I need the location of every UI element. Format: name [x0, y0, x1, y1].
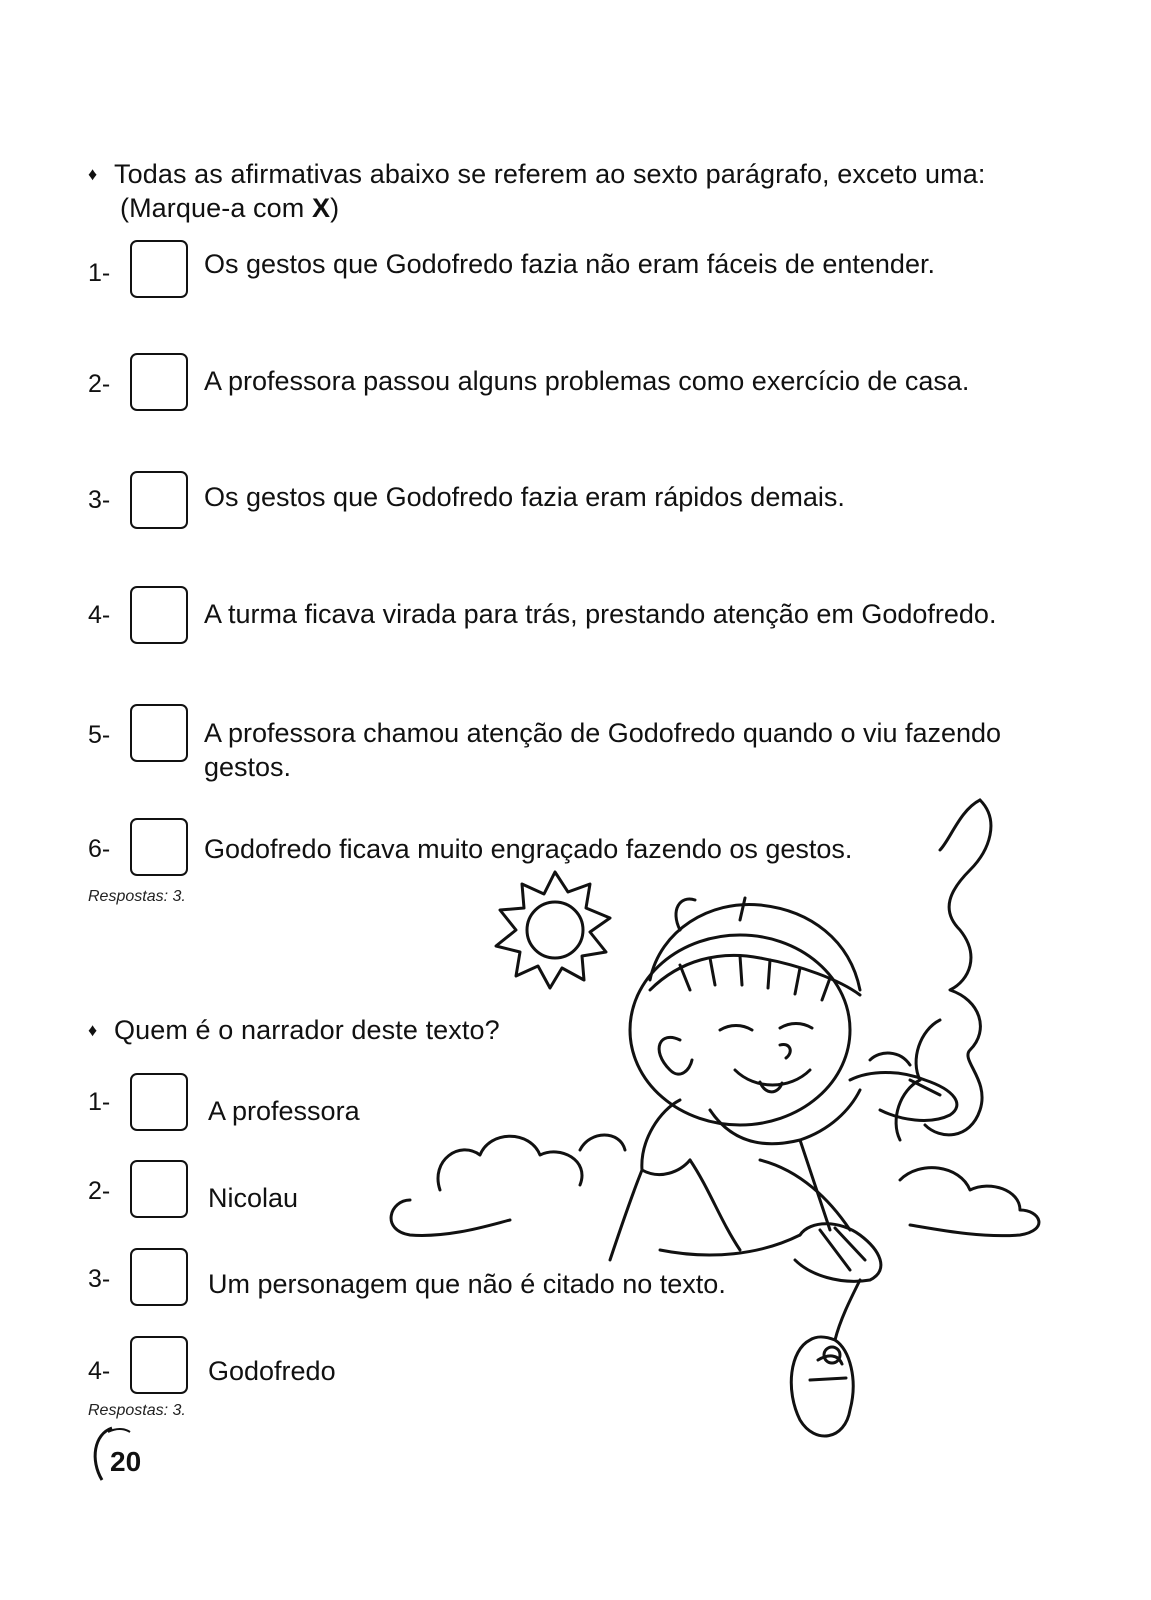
q1-option-2-text: A professora passou alguns problemas como exercício de casa.	[204, 366, 970, 396]
q1-option-1-checkbox[interactable]	[130, 240, 188, 298]
q1-option-1-number: 1-	[88, 259, 111, 287]
q1-option-6-number: 6-	[88, 835, 111, 863]
page-number	[88, 1424, 158, 1484]
q1-option-2-number: 2-	[88, 370, 111, 398]
q2-answer: Respostas: 3.	[88, 1402, 186, 1419]
q1-answer: Respostas: 3.	[88, 888, 186, 905]
q1-option-4-number: 4-	[88, 601, 111, 629]
bullet-icon: ♦	[88, 164, 98, 184]
q1-option-4-text: A turma ficava virada para trás, prestando atenção em Godofredo.	[204, 599, 997, 629]
q1-option-3-text: Os gestos que Godofredo fazia eram rápidos demais.	[204, 482, 845, 512]
q2-option-4-checkbox[interactable]	[130, 1336, 188, 1394]
sun-icon	[496, 872, 610, 988]
question-1-instruction-mark: X	[311, 193, 331, 223]
question-1-line-2	[88, 191, 1058, 225]
hanging-shoe-icon	[791, 1280, 860, 1436]
q2-option-2-checkbox[interactable]	[130, 1160, 188, 1218]
q1-option-5-number: 5-	[88, 721, 111, 749]
q2-option-1-text: A professora	[208, 1096, 360, 1126]
q1-option-6-checkbox[interactable]	[130, 818, 188, 876]
hand-with-item-icon	[850, 1053, 957, 1120]
boy-sitting-tying-shoe-with-sun-illustration-icon	[380, 780, 1080, 1460]
q1-option-5-text-line-1: A professora chamou atenção de Godofredo quando o viu fazendo	[204, 718, 1002, 748]
q1-option-2-checkbox[interactable]	[130, 353, 188, 411]
q2-option-2-number: 2-	[88, 1177, 111, 1205]
q1-option-5-checkbox[interactable]	[130, 704, 188, 762]
q2-option-4-text: Godofredo	[208, 1356, 336, 1386]
page-number-text: 20	[110, 1446, 142, 1477]
q2-option-3-number: 3-	[88, 1265, 111, 1293]
q1-option-6-text: Godofredo ficava muito engraçado fazendo os gestos.	[204, 834, 853, 864]
q2-option-3-text: Um personagem que não é citado no texto.	[208, 1269, 726, 1299]
boy-head-icon	[630, 898, 860, 1125]
q1-option-3-number: 3-	[88, 486, 111, 514]
bush-icon	[391, 1135, 1039, 1236]
q2-option-1-number: 1-	[88, 1088, 111, 1116]
question-2-text: Quem é o narrador deste texto?	[114, 1015, 500, 1045]
question-1-line-1	[88, 157, 1058, 191]
q2-option-2-text: Nicolau	[208, 1183, 299, 1213]
question-1	[88, 157, 1058, 225]
q1-option-5-text-line-2: gestos.	[204, 752, 292, 782]
q2-option-4-number: 4-	[88, 1357, 111, 1385]
question-1-instruction-end: )	[330, 193, 340, 223]
question-1-instruction: (Marque-a com	[120, 193, 312, 223]
q1-option-4-checkbox[interactable]	[130, 586, 188, 644]
bullet-icon: ♦	[88, 1020, 98, 1040]
q2-option-1-checkbox[interactable]	[130, 1073, 188, 1131]
question-1-text: Todas as afirmativas abaixo se referem ao sexto parágrafo, exceto uma:	[114, 159, 986, 189]
q2-option-3-checkbox[interactable]	[130, 1248, 188, 1306]
shoe-icon	[795, 1224, 881, 1282]
q1-option-3-checkbox[interactable]	[130, 471, 188, 529]
q1-option-1-text: Os gestos que Godofredo fazia não eram fáceis de entender.	[204, 249, 935, 279]
